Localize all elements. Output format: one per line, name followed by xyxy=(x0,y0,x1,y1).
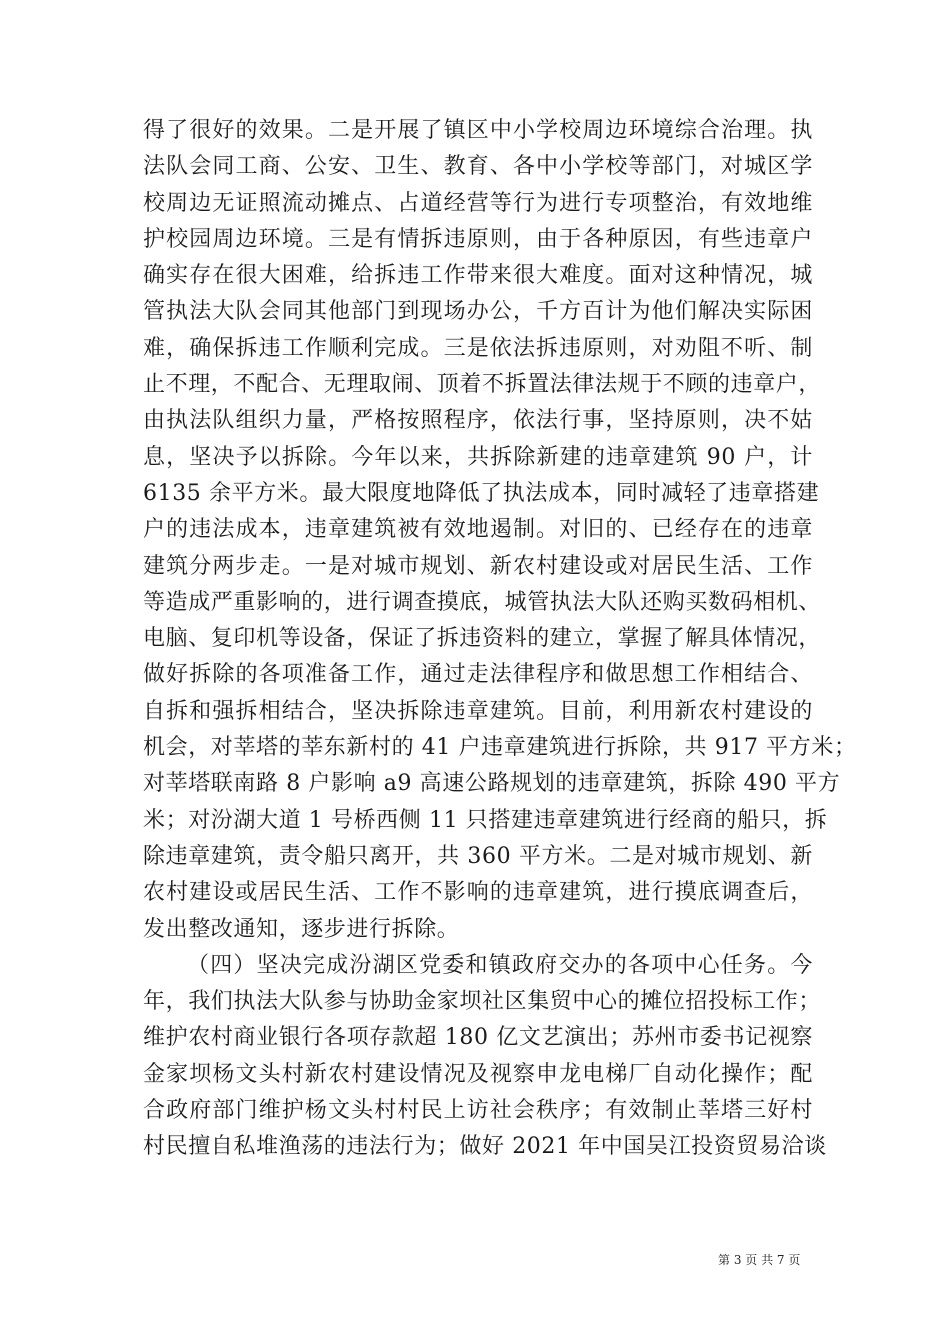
text-line-23: 发出整改通知，逐步进行拆除。 xyxy=(143,916,460,942)
text-line-13: 建筑分两步走。一是对城市规划、新农村建设或对居民生活、工作 xyxy=(143,553,813,579)
text-line-26: 维护农村商业银行各项存款超 180 亿文艺演出；苏州市委书记视察 xyxy=(143,1025,813,1051)
text-line-28: 合政府部门维护杨文头村村民上访社会秩序；有效制止莘塔三好村 xyxy=(143,1098,813,1124)
text-line-22: 农村建设或居民生活、工作不影响的违章建筑，进行摸底调查后， xyxy=(143,880,813,906)
text-line-16: 做好拆除的各项准备工作，通过走法律程序和做思想工作相结合、 xyxy=(143,662,813,688)
text-line-19: 对莘塔联南路 8 户影响 a9 高速公路规划的违章建筑，拆除 490 平方 xyxy=(143,771,841,797)
text-line-17: 自拆和强拆相结合，坚决拆除违章建筑。目前，利用新农村建设的 xyxy=(143,698,813,724)
text-line-6: 管执法大队会同其他部门到现场办公，千方百计为他们解决实际困 xyxy=(143,299,813,325)
text-line-7: 难，确保拆违工作顺利完成。三是依法拆违原则，对劝阻不听、制 xyxy=(143,335,813,361)
text-line-18: 机会，对莘塔的莘东新村的 41 户违章建筑进行拆除，共 917 平方米； xyxy=(143,735,857,761)
text-line-24: （四）坚决完成汾湖区党委和镇政府交办的各项中心任务。今 xyxy=(187,952,813,978)
text-line-12: 户的违法成本，违章建筑被有效地遏制。对旧的、已经存在的违章 xyxy=(143,517,813,543)
text-line-25: 年，我们执法大队参与协助金家坝社区集贸中心的摊位招投标工作； xyxy=(143,989,822,1015)
text-line-3: 校周边无证照流动摊点、占道经营等行为进行专项整治，有效地维 xyxy=(143,190,813,216)
text-line-8: 止不理，不配合、无理取闹、顶着不拆置法律法规于不顾的违章户， xyxy=(143,372,822,398)
page-number-footer: 第 3 页 共 7 页 xyxy=(718,1253,801,1267)
text-line-14: 等造成严重影响的，进行调查摸底，城管执法大队还购买数码相机、 xyxy=(143,589,822,615)
text-line-4: 护校园周边环境。三是有情拆违原则，由于各种原因，有些违章户 xyxy=(143,226,813,252)
text-line-5: 确实存在很大困难，给拆违工作带来很大难度。面对这种情况，城 xyxy=(143,263,813,289)
text-line-15: 电脑、复印机等设备，保证了拆违资料的建立，掌握了解具体情况， xyxy=(143,626,822,652)
text-line-21: 除违章建筑，责令船只离开，共 360 平方米。二是对城市规划、新 xyxy=(143,843,813,869)
text-line-27: 金家坝杨文头村新农村建设情况及视察申龙电梯厂自动化操作；配 xyxy=(143,1061,813,1087)
text-line-1: 得了很好的效果。二是开展了镇区中小学校周边环境综合治理。执 xyxy=(143,118,813,143)
text-line-20: 米；对汾湖大道 1 号桥西侧 11 只搭建违章建筑进行经商的船只，拆 xyxy=(143,807,828,833)
text-line-9: 由执法队组织力量，严格按照程序，依法行事，坚持原则，决不姑 xyxy=(143,408,813,434)
body-text xyxy=(143,113,857,1166)
text-line-11: 6135 余平方米。最大限度地降低了执法成本，同时减轻了违章搭建 xyxy=(143,480,820,506)
text-line-10: 息，坚决予以拆除。今年以来，共拆除新建的违章建筑 90 户，计 xyxy=(143,444,813,470)
text-line-2: 法队会同工商、公安、卫生、教育、各中小学校等部门，对城区学 xyxy=(143,154,813,180)
text-line-29: 村民擅自私堆渔荡的违法行为；做好 2021 年中国吴江投资贸易洽谈 xyxy=(143,1134,827,1160)
